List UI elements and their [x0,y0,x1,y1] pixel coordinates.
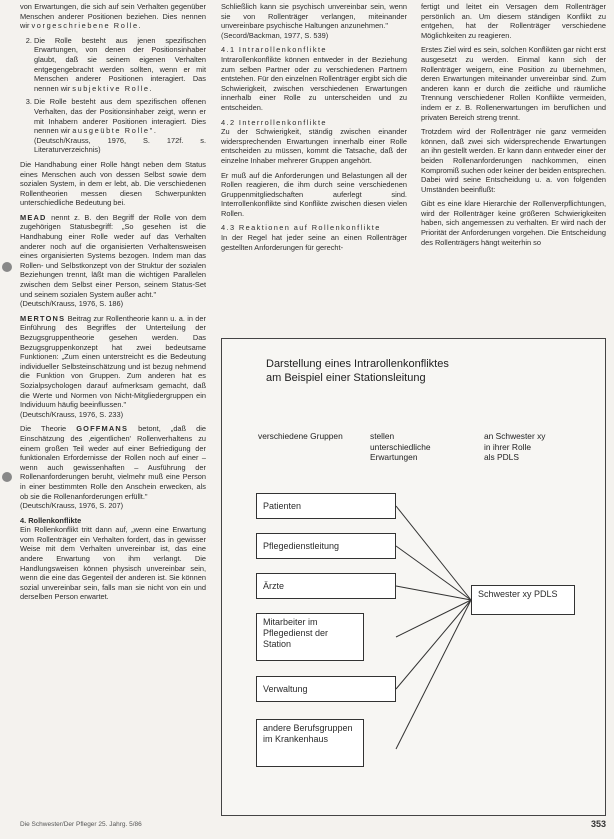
group-box-pflegedienstleitung: Pflegedienstleitung [256,533,396,559]
subsection-heading: 4.1 Intrarollenkonflikte [221,45,327,55]
section-heading: 4. Rollenkonflikte [20,515,82,525]
paragraph [20,213,206,309]
author-name: GOFFMANS [76,424,129,434]
target-box-schwester: Schwester xy PDLS [471,585,575,615]
connector-line [396,600,471,749]
text: In der Regel hat jeder seine an einen Rollenträger gestellten Anforderungen für gerecht- [221,233,407,252]
header-line: unterschiedliche [370,441,431,452]
citation: (Deutsch/Krauss, 1976, S. 172f. s. Literaturverzeichnis) [34,135,206,155]
paragraph [20,314,206,420]
text: betont, „daß die Einschätzung des ‚eigentlichen' Rollenverhaltens zu einem großen Teil weder auf einer Befriedigung der funktionalen Erfordernisse der Rollen noch auf einer – wenn auch gewissenhaften – Ausführung der Rollenanforderungen beruht, vielmehr muß eine Person in einer bestimmten Rolle den Anschein erwecken, als ob sie die Rollenanforderungen erfüllt." [20,424,206,501]
numbered-list [20,36,206,155]
journal-footer: Die Schwester/Der Pfleger 25. Jahrg. 5/86 [20,821,142,828]
text: Intrarollenkonflikte können entweder in der Beziehung zum selben Partner oder zu verschiedenen Partnern entstehen. Für den einzelnen Rollenträger ergibt sich die Schwierigkeit, zwischen verschiedenen Erwartungen innerhalb einer Rolle zu unterscheiden und zu entscheiden. [221,54,407,112]
paragraph: fertigt und leitet ein Versagen dem Rollenträger persönlich an. Um diesem ständigen Konflikt zu entgehen, hat der Rollenträger verschiedene Möglichkeiten zu reagieren. [421,2,606,40]
header-line: als PDLS [484,452,519,462]
term: ausgeübte Rolle". [72,126,158,136]
paragraph [20,424,206,510]
subsection-heading: 4.3 Reaktionen auf Rollenkonflikte [221,223,381,233]
header-line: stellen [370,431,395,441]
paragraph [20,2,206,31]
text: Die Theorie [20,424,67,434]
column-1 [20,2,206,607]
subsection-heading: 4.2 Interrollenkonflikte [221,117,327,127]
group-box-verwaltung: Verwaltung [256,676,396,702]
text: Zu der Schwierigkeit, ständig zwischen einander widersprechenden Erwartungen innerhalb einer Rolle entscheiden zu müssen, kommt die Tatsache, daß der einzelne Inhaber mehrerer Gruppen angehört. [221,127,407,165]
column-3 [421,2,606,252]
paragraph: Die Handhabung einer Rolle hängt neben dem Status eines Menschen auch von dessen Selbst sowie dem sozialen System, in dem er lebt, ab. Die verschiedenen Rollentheorien messen diesen Schwerpunkten unterschiedliche Bedeutung bei. [20,159,206,208]
author-name: MERTONS [20,313,66,323]
header-expectations [370,431,431,463]
text: Die Rolle besteht aus jenen spezifischen Erwartungen, von denen der Positionsinhaber glaubt, daß sie seinem eigenen Verhalten entgegengebracht werden sollten, wenn er mit Menschen anderer Positionen interagiert. Das nennen wir [34,35,206,93]
column-2 [221,2,407,257]
group-box-aerzte: Ärzte [256,573,396,599]
binder-hole [2,262,12,272]
connector-line [396,586,471,600]
header-target [484,431,545,463]
citation: (Deutsch/Krauss, 1976, S. 207) [20,501,124,511]
header-line: in ihrer Rolle [484,441,532,452]
text: von Erwartungen, die sich auf sein Verhalten gegenüber Menschen anderer Positionen beziehen. Dies nennen wir [20,2,206,31]
citation: (Deutsch/Krauss, 1976, S. 186) [20,299,124,309]
paragraph: Erstes Ziel wird es sein, solchen Konflikten gar nicht erst ausgesetzt zu werden. Einmal kann sich der Rollenträger weigern, eine Position zu übernehmen, deren Erwartungen miteinander unvereinbar sind. Zum anderen kann er durch die zeitliche und räumliche Trennung verschiedener Rollen Konflikte vermeiden, indem er z. B. Rollenerwartungen im beruflichen und privaten Bereich streng trennt. [421,45,606,122]
paragraph [221,45,407,112]
term: subjektive Rolle. [72,83,154,93]
group-box-andere-berufsgruppen: andere Berufsgruppen im Krankenhaus [256,719,364,767]
header-groups: verschiedene Gruppen [258,431,343,441]
paragraph: Gibt es eine klare Hierarchie der Rollenverpflichtungen, wird der Rollenträger keine größeren Schwierigkeiten haben, sich angemessen zu verhalten. Er wird nach der Priorität der Anforderungen vorgehen. Die Entscheidung des Rollenträgers hängt weiterhin so [421,199,606,247]
paragraph [221,2,407,40]
conflict-diagram [221,338,606,816]
paragraph [221,223,407,252]
title-line: Darstellung eines Intrarollenkonfliktes [266,358,449,370]
paragraph [20,516,206,602]
header-line: Erwartungen [370,452,418,462]
group-box-mitarbeiter: Mitarbeiter im Pflegedienst der Station [256,613,364,661]
citation: (Deutsch/Krauss, 1976, S. 233) [20,409,124,419]
group-box-patienten: Patienten [256,493,396,519]
text: Ein Rollenkonflikt tritt dann auf, „wenn eine Erwartung vom Rollenträger ein Verhalten fordert, das in gewisser Weise mit dem Verhalten unvereinbar ist, das eine andere Erwartung von ihm verlangt. Die Handlungsweisen können physisch unvereinbar sein, wenn die eine das Gegenteil der anderen ist. Sie können sozial unvereinbar sein, falls man sie nicht von ein und derselben Person erwartet. [20,525,206,602]
connector-line [396,600,471,637]
diagram-title [266,357,449,385]
text: Beitrag zur Rollentheorie kann u. a. in der Einführung des Begriffes der Unterteilung der Bezugsgruppentheorie gesehen werden. Das Bezugsgruppenkonzept hat zwei bedeutsame Funktionen: „Zum einen unterstreicht es die Bedeutung individueller Selbsteinschätzung und ist bezug nehmend die Funktion von Gruppen. Zum anderen hat es Sozialpsychologen darauf aufmerksam gemacht, daß die Werte und Normen von Nicht-Mitgliedergruppen ein Individuum häufig beeinflussen." [20,313,206,410]
paragraph [221,118,407,166]
citation: (Secord/Backman, 1977, S. 539) [221,30,329,40]
title-line: am Beispiel einer Stationsleitung [266,372,426,384]
header-line: an Schwester xy [484,431,546,441]
term: vorgeschriebene Rolle. [31,21,143,31]
binder-hole [2,472,12,482]
paragraph: Trotzdem wird der Rollenträger nie ganz vermeiden können, daß zwei sich widersprechende Erwartungen an ihn gestellt werden. Er kann dann entweder einer der beiden Rollenanforderungen nachkommen, einen Kompromiß suchen oder keiner der beiden entsprechen. Dabei wird seine Entscheidung u. a. von folgenden Umständen beeinflußt: [421,127,606,194]
list-item [34,97,206,155]
list-item [34,36,206,94]
connector-line [396,506,471,600]
connector-line [396,600,471,689]
page-number: 353 [590,819,606,829]
text: Die Rolle besteht aus dem spezifischen offenen Verhalten, das der Positionsinhaber zeigt, wenn er mit Inhabern anderer Positionen interagiert. Dies nennen wir [34,97,206,136]
author-name: MEAD [20,212,47,222]
paragraph: Er muß auf die Anforderungen und Belastungen all der Rollen reagieren, die ihm durch seine verschiedenen Gruppenmitgliedschaften auferlegt sind. Interrollenkonflikte sind Konflikte zwischen diesen vielen Rollen. [221,170,407,218]
text: Schließlich kann sie psychisch unvereinbar sein, wenn sie von Rollenträger verlangen, miteinander unvereinbare psychische Haltungen anzunehmen." [221,2,407,31]
text: nennt z. B. den Begriff der Rolle von dem zugehörigen Statusbegriff: „So gesehen ist die Handhabung einer Rolle weder auf das Verhalten anderer noch auf die organisierten Verhaltensweisen eines organisierten Systems bezogen. Indem man das Rollen- und Selbstkonzept von der Struktur der sozialen Beziehungen trennt, läßt man die wichtigen Parallelen zwischen dem Selbst einer Person, seinem Status-Set und seinem sozialen System außer acht." [20,212,206,299]
connector-line [396,546,471,600]
